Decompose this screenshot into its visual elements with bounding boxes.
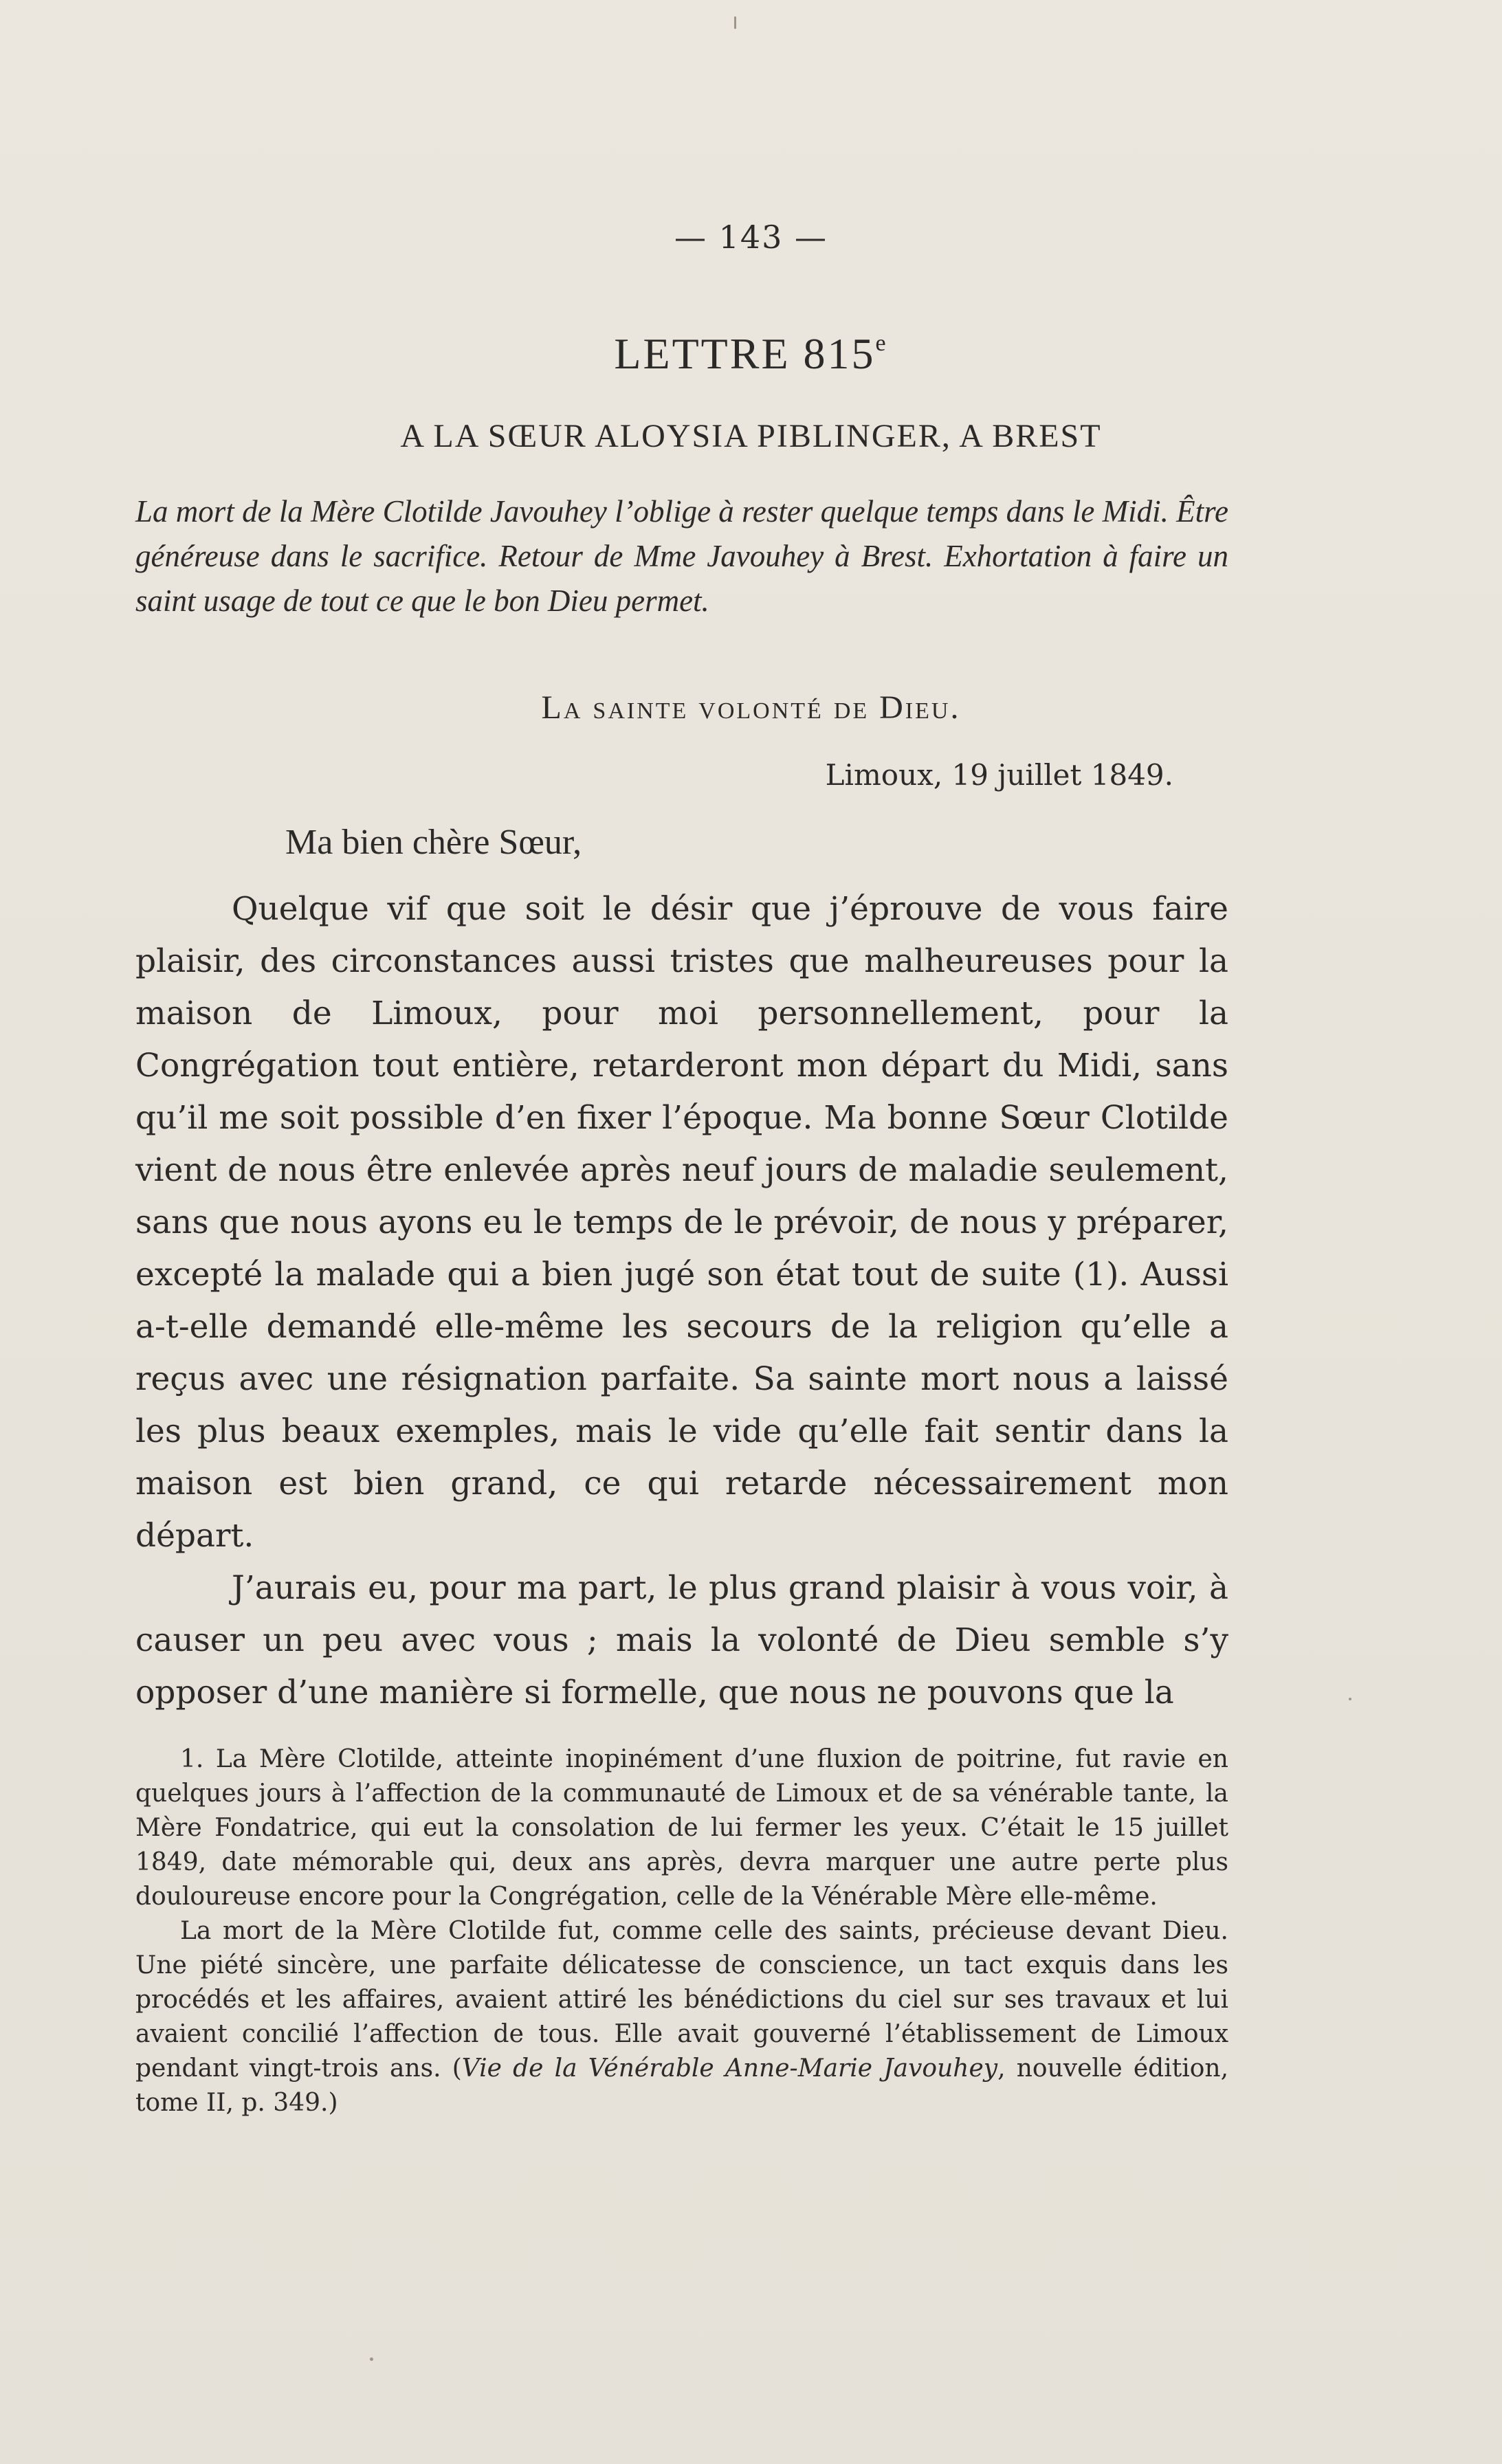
body-paragraph: Quelque vif que soit le désir que j’éprouve de vous faire plaisir, des circonstances aussi tristes que malheureuses pour la maison de Limoux, pour moi personnellement, pour la Congrégation tout entière, retarderont mon départ du Midi, sans qu’il me soit possible d’en fixer l’époque. Ma bonne Sœur Clotilde vient de nous être enlevée après neuf jours de maladie seulement, sans que nous ayons eu le temps de le prévoir, de nous y préparer, excepté la malade qui a bien jugé son état tout de suite (1). Aussi a-t-elle demandé elle-même les secours de la religion qu’elle a reçus avec une résignation parfaite. Sa sainte mort nous a laissé les plus beaux exemples, mais le vide qu’elle fait sentir dans la maison est bien grand, ce qui retarde nécessairement mon départ. bbox=[135, 890, 1228, 1555]
letter-salutation: Ma bien chère Sœur, bbox=[285, 823, 582, 862]
page-number: — 143 — bbox=[674, 219, 828, 256]
footnote-text: La mort de la Mère Clotilde fut, comme celle des saints, précieuse devant Dieu. Une piété sincère, une parfaite délicatesse de conscience, un tact exquis dans les procédés et les affaires, avaient attiré les bénédictions du ciel sur ses travaux et lui avaient concilié l’affection de tous. Elle avait gouverné l’établissement de Limoux pendant vingt-trois ans. ( bbox=[135, 1917, 1228, 2083]
footnote-1: 1. La Mère Clotilde, atteinte inopinément d’une fluxion de poitrine, fut ravie en quelques jours à l’affection de la communauté de Limoux et de sa vénérable tante, la Mère Fondatrice, qui eut la consolation de lui fermer les yeux. C’était le 15 juillet 1849, date mémorable qui, deux ans après, devra marquer une autre perte plus douloureuse encore pour la Congrégation, celle de la Vénérable Mère elle-même. bbox=[135, 1745, 1228, 1911]
footnote-tail: , nouvelle édition, tome II, p. 349.) bbox=[135, 2054, 1229, 2117]
letter-title-superscript: e bbox=[875, 331, 888, 356]
letter-summary: La mort de la Mère Clotilde Javouhey l’oblige à rester quelque temps dans le Midi. Être généreuse dans le sacrifice. Retour de Mme Javouhey à Brest. Exhortation à faire un saint usage de tout ce que le bon Dieu permet. bbox=[135, 494, 1228, 618]
paper-speck bbox=[734, 16, 736, 29]
letter-motto: La sainte volonté de Dieu. bbox=[541, 689, 961, 726]
letter-title-text: LETTRE 815 bbox=[614, 329, 876, 378]
footnotes bbox=[135, 1742, 1228, 2120]
paper-speck bbox=[1349, 1698, 1351, 1700]
footnote-citation: Vie de la Vénérable Anne-Marie Javouhey bbox=[461, 2054, 998, 2083]
body-paragraph: J’aurais eu, pour ma part, le plus grand plaisir à vous voir, à causer un peu avec vous ; mais la volonté de Dieu semble s’y opposer d’une manière si formelle, que nous ne pouvons que la bbox=[135, 1569, 1228, 1711]
footnote-1-continued bbox=[135, 1914, 1228, 2120]
letter-addressee: A LA SŒUR ALOYSIA PIBLINGER, A BREST bbox=[400, 418, 1102, 454]
letter-title bbox=[0, 329, 1502, 379]
letter-dateline: Limoux, 19 juillet 1849. bbox=[825, 758, 1173, 792]
letter-body bbox=[135, 883, 1228, 1719]
paper-speck bbox=[370, 2357, 373, 2361]
